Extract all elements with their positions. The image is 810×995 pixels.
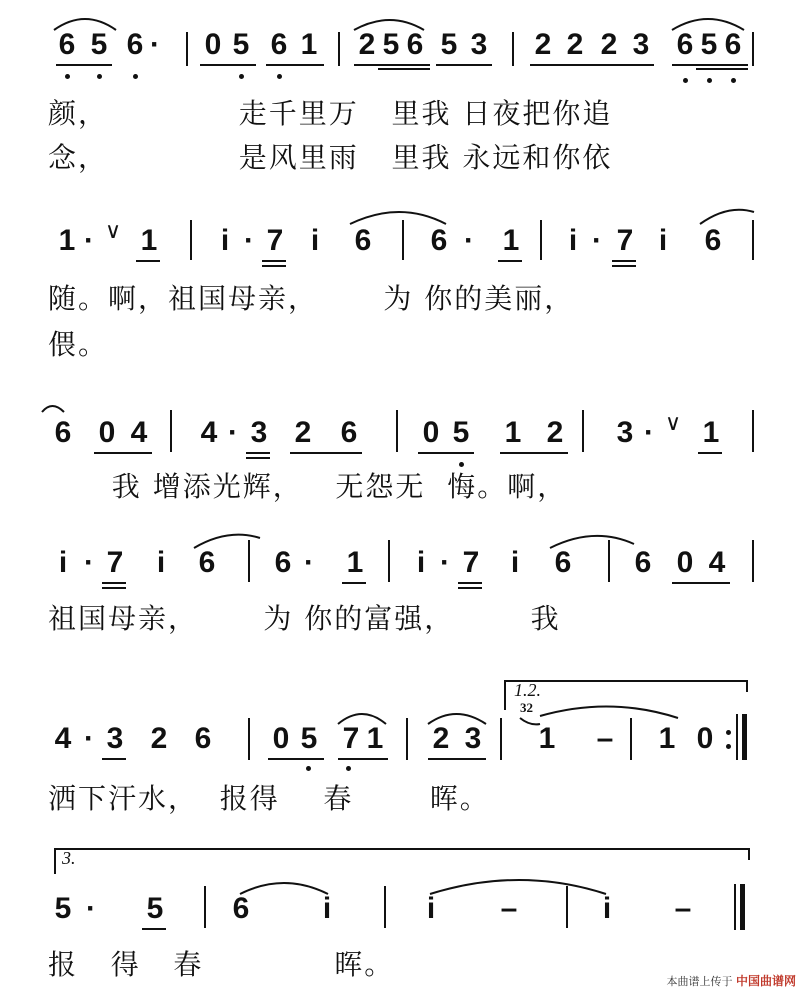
note: i: [658, 224, 668, 257]
octave-dot: [346, 766, 351, 771]
beam-line: [200, 64, 256, 66]
beam-line: [290, 452, 362, 454]
beam-line: [458, 582, 482, 584]
volta-bracket: [748, 848, 750, 860]
note-dot: ·: [228, 416, 238, 449]
lyric-line: 报 得 春 晖。: [48, 948, 395, 981]
note-dot: ·: [84, 722, 94, 755]
dash: –: [596, 722, 614, 755]
octave-dot: [459, 462, 464, 467]
note: 7: [106, 546, 124, 579]
note: 7: [462, 546, 480, 579]
beam-line: [268, 758, 324, 760]
beam-line: [612, 260, 636, 262]
dash: –: [500, 892, 518, 925]
beam-line: [436, 64, 492, 66]
note: 5: [440, 28, 458, 61]
note-dot: ·: [644, 416, 654, 449]
note: 6: [58, 28, 76, 61]
note: 7: [342, 722, 360, 755]
note: 5: [452, 416, 470, 449]
beam-line: [338, 758, 388, 760]
beam-line: [102, 758, 126, 760]
beam-line: [428, 758, 486, 760]
note: 6: [724, 28, 742, 61]
beam-line: [246, 452, 270, 454]
beam-line: [246, 457, 270, 459]
note: 1: [366, 722, 384, 755]
octave-dot: [97, 74, 102, 79]
beam-line: [56, 64, 112, 66]
note: 0: [676, 546, 694, 579]
note: i: [220, 224, 230, 257]
note: 1: [702, 416, 720, 449]
beam-line: [530, 64, 654, 66]
note: 6: [126, 28, 144, 61]
note: 1: [504, 416, 522, 449]
lyric-line: 洒下汗水， 报得 春 晖。: [48, 782, 490, 815]
note-dot: ·: [592, 224, 602, 257]
note: 5: [54, 892, 72, 925]
note: 6: [340, 416, 358, 449]
lyric-line: 颜， 走千里万 里我 日夜把你追: [48, 97, 613, 130]
note: 1: [346, 546, 364, 579]
beam-line: [458, 587, 482, 589]
note: 6: [198, 546, 216, 579]
lyric-line: 祖国母亲， 为 你的富强， 我: [48, 602, 561, 635]
note: 5: [700, 28, 718, 61]
lyric-line: 偎。: [48, 328, 109, 361]
beam-line: [672, 64, 748, 66]
note: 3: [250, 416, 268, 449]
note: 2: [534, 28, 552, 61]
note: 4: [200, 416, 218, 449]
note: i: [510, 546, 520, 579]
note: 6: [54, 416, 72, 449]
beam-line: [498, 260, 522, 262]
note: 5: [382, 28, 400, 61]
beam-line: [262, 265, 286, 267]
octave-dot: [133, 74, 138, 79]
note: 5: [300, 722, 318, 755]
note: i: [602, 892, 612, 925]
notes-row-3: [0, 410, 810, 478]
beam-line: [612, 265, 636, 267]
note-dot: ·: [440, 546, 450, 579]
note: 2: [358, 28, 376, 61]
note: 1: [140, 224, 158, 257]
note: 2: [546, 416, 564, 449]
note: 3: [616, 416, 634, 449]
beam-line: [342, 582, 366, 584]
note: 7: [266, 224, 284, 257]
note: 3: [106, 722, 124, 755]
beam-line: [142, 928, 166, 930]
note: 4: [54, 722, 72, 755]
note: 2: [294, 416, 312, 449]
note: 1: [58, 224, 76, 257]
slur-marks: [0, 0, 810, 40]
beam-line: [266, 64, 324, 66]
note-dot: ·: [244, 224, 254, 257]
note: 0: [98, 416, 116, 449]
octave-dot: [277, 74, 282, 79]
volta-label: 3.: [62, 848, 76, 868]
grace-notes: 32: [520, 700, 533, 715]
note-dot: ·: [150, 28, 160, 61]
volta-label: 1.2.: [514, 680, 541, 700]
beam-line: [94, 452, 152, 454]
beam-line: [136, 260, 160, 262]
note: 2: [150, 722, 168, 755]
note: 4: [708, 546, 726, 579]
beam-line: [102, 587, 126, 589]
breath-mark: ∨: [664, 410, 682, 435]
note: 1: [538, 722, 556, 755]
breath-mark: ∨: [104, 218, 122, 243]
note: i: [310, 224, 320, 257]
volta-bracket: [746, 680, 748, 692]
beam-line: [672, 582, 730, 584]
note-dot: ·: [464, 224, 474, 257]
note: 3: [464, 722, 482, 755]
beam-line: [698, 452, 722, 454]
note: 0: [696, 722, 714, 755]
beam-line: [102, 582, 126, 584]
upload-credit: [666, 972, 796, 989]
dash: –: [674, 892, 692, 925]
beam-line: [696, 68, 748, 70]
slur-marks: [0, 696, 810, 736]
lyric-line: 随。啊，祖国母亲， 为 你的美丽，: [48, 282, 575, 315]
note: 6: [194, 722, 212, 755]
note: 6: [270, 28, 288, 61]
slur-marks: [0, 396, 810, 426]
note: 4: [130, 416, 148, 449]
note-dot: ·: [84, 224, 94, 257]
note: i: [156, 546, 166, 579]
beam-line: [378, 68, 430, 70]
octave-dot: [239, 74, 244, 79]
note: 7: [616, 224, 634, 257]
note: i: [426, 892, 436, 925]
note: 6: [430, 224, 448, 257]
lyric-line: 我 增添光辉， 无怨无 悔。啊，: [90, 470, 568, 503]
note: i: [568, 224, 578, 257]
note: 0: [204, 28, 222, 61]
note: 3: [632, 28, 650, 61]
site-logo: 中国曲谱网: [735, 974, 796, 988]
slur-marks: [0, 864, 810, 904]
note: 5: [90, 28, 108, 61]
slur-marks: [0, 196, 810, 236]
note: 0: [422, 416, 440, 449]
note-dot: ·: [86, 892, 96, 925]
note: 1: [300, 28, 318, 61]
note: 6: [676, 28, 694, 61]
note: 1: [502, 224, 520, 257]
beam-line: [418, 452, 474, 454]
octave-dot: [65, 74, 70, 79]
note: 6: [406, 28, 424, 61]
note: i: [58, 546, 68, 579]
note: i: [322, 892, 332, 925]
note: 6: [634, 546, 652, 579]
note: 2: [432, 722, 450, 755]
note: i: [416, 546, 426, 579]
lyric-line: 念， 是风里雨 里我 永远和你依: [48, 141, 613, 174]
note-dot: ·: [304, 546, 314, 579]
note: 0: [272, 722, 290, 755]
note: 6: [554, 546, 572, 579]
note: 2: [600, 28, 618, 61]
note: 3: [470, 28, 488, 61]
note: 2: [566, 28, 584, 61]
octave-dot: [306, 766, 311, 771]
note-dot: ·: [84, 546, 94, 579]
beam-line: [262, 260, 286, 262]
repeat-dot: [726, 744, 731, 749]
credit-prefix: 本曲谱上传于: [666, 975, 733, 988]
slur-marks: [0, 522, 810, 562]
volta-bracket: [54, 848, 750, 850]
note: 6: [704, 224, 722, 257]
note: 6: [354, 224, 372, 257]
beam-line: [354, 64, 430, 66]
note: 6: [232, 892, 250, 925]
octave-dot: [683, 78, 688, 83]
note: 1: [658, 722, 676, 755]
note: 5: [146, 892, 164, 925]
octave-dot: [707, 78, 712, 83]
octave-dot: [731, 78, 736, 83]
note: 5: [232, 28, 250, 61]
beam-line: [500, 452, 568, 454]
note: 6: [274, 546, 292, 579]
